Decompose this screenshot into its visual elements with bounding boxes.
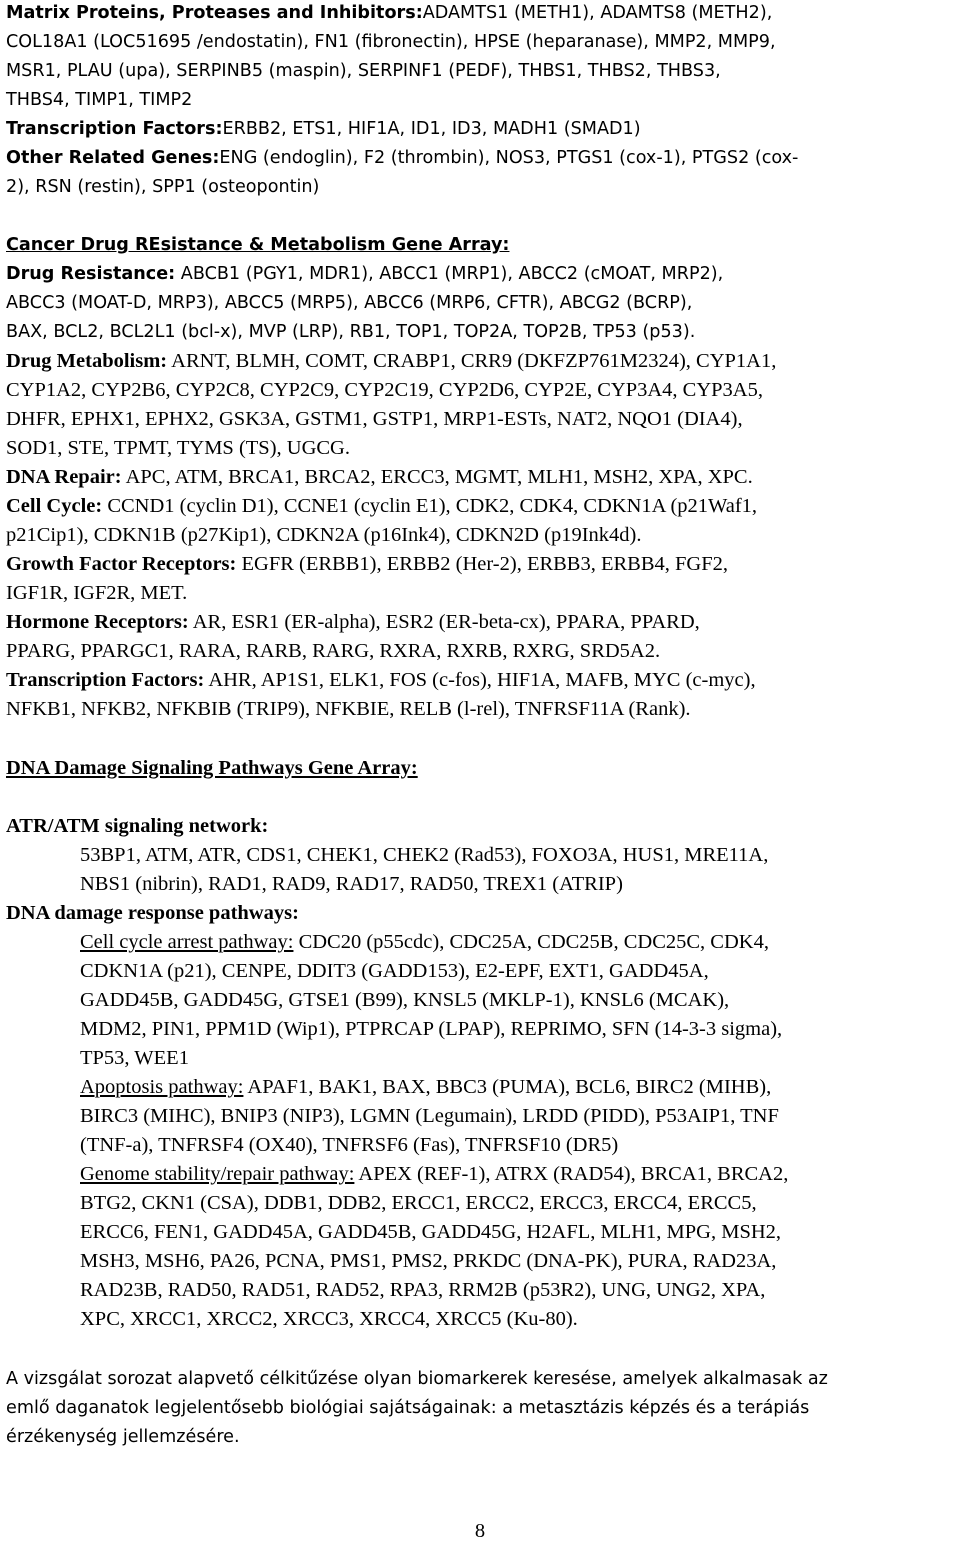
matrix-line: MSR1, PLAU (upa), SERPINB5 (maspin), SERPINF1 (PEDF), THBS1, THBS2, THBS3,: [6, 61, 721, 81]
drug-metabolism-line: [6, 350, 776, 372]
drug-metabolism-text: ARNT, BLMH, COMT, CRABP1, CRR9 (DKFZP761M2324), CYP1A1,: [171, 350, 777, 372]
dna-repair-text: APC, ATM, BRCA1, BRCA2, ERCC3, MGMT, MLH1, MSH2, XPA, XPC.: [125, 466, 753, 488]
other-line: [6, 147, 798, 169]
matrix-line: THBS4, TIMP1, TIMP2: [6, 90, 193, 110]
transcription-factors-line: [6, 669, 756, 691]
drug-resistance-heading: Drug Resistance:: [6, 264, 176, 284]
cell-cycle-arrest-line: CDKN1A (p21), CENPE, DDIT3 (GADD153), E2-EPF, EXT1, GADD45A,: [80, 960, 709, 982]
genome-stability-text: APEX (REF-1), ATRX (RAD54), BRCA1, BRCA2,: [354, 1163, 789, 1185]
dna-repair-heading: DNA Repair:: [6, 466, 122, 488]
other-text: ENG (endoglin), F2 (thrombin), NOS3, PTGS1 (cox-1), PTGS2 (cox-: [219, 148, 799, 168]
cell-cycle-arrest-line: MDM2, PIN1, PPM1D (Wip1), PTPRCAP (LPAP), REPRIMO, SFN (14-3-3 sigma),: [80, 1018, 783, 1040]
cell-cycle-arrest-line: [80, 931, 769, 953]
drug-resistance-line: ABCC3 (MOAT-D, MRP3), ABCC5 (MRP5), ABCC6 (MRP6, CFTR), ABCG2 (BCRP),: [6, 293, 693, 313]
matrix-line: [6, 2, 772, 24]
cell-cycle-line: [6, 495, 757, 517]
genome-stability-label: Genome stability/repair pathway:: [80, 1163, 355, 1185]
genome-stability-line: RAD23B, RAD50, RAD51, RAD52, RPA3, RRM2B (p53R2), UNG, UNG2, XPA,: [80, 1279, 766, 1301]
dna-repair-line: [6, 466, 753, 488]
genome-stability-line: ERCC6, FEN1, GADD45A, GADD45B, GADD45G, H2AFL, MLH1, MPG, MSH2,: [80, 1221, 782, 1243]
apoptosis-line: [80, 1076, 771, 1098]
atr-atm-line: 53BP1, ATM, ATR, CDS1, CHEK1, CHEK2 (Rad53), FOXO3A, HUS1, MRE11A,: [80, 844, 769, 866]
cell-cycle-heading: Cell Cycle:: [6, 495, 103, 517]
drug-resistance-line: BAX, BCL2, BCL2L1 (bcl-x), MVP (LRP), RB1, TOP1, TOP2A, TOP2B, TP53 (p53).: [6, 322, 696, 342]
drug-metabolism-line: DHFR, EPHX1, EPHX2, GSK3A, GSTM1, GSTP1, MRP1-ESTs, NAT2, NQO1 (DIA4),: [6, 408, 743, 430]
drug-resistance-text: ABCB1 (PGY1, MDR1), ABCC1 (MRP1), ABCC2 (cMOAT, MRP2),: [180, 264, 724, 284]
transcription-factors-text: AHR, AP1S1, ELK1, FOS (c-fos), HIF1A, MAFB, MYC (c-myc),: [208, 669, 756, 691]
genome-stability-line: XPC, XRCC1, XRCC2, XRCC3, XRCC4, XRCC5 (Ku-80).: [80, 1308, 578, 1330]
drug-metabolism-heading: Drug Metabolism:: [6, 350, 168, 372]
tf-line: [6, 118, 641, 140]
tf-text: ERBB2, ETS1, HIF1A, ID1, ID3, MADH1 (SMAD1): [222, 119, 641, 139]
growth-factor-heading: Growth Factor Receptors:: [6, 553, 237, 575]
apoptosis-label: Apoptosis pathway:: [80, 1076, 244, 1098]
cell-cycle-arrest-line: TP53, WEE1: [80, 1047, 189, 1069]
hormone-receptors-line: [6, 611, 700, 633]
genome-stability-line: BTG2, CKN1 (CSA), DDB1, DDB2, ERCC1, ERCC2, ERCC3, ERCC4, ERCC5,: [80, 1192, 757, 1214]
summary-line: érzékenység jellemzésére.: [6, 1427, 240, 1447]
dna-damage-array-title: DNA Damage Signaling Pathways Gene Array:: [6, 757, 418, 779]
page-number: 8: [474, 1520, 486, 1542]
transcription-factors-heading: Transcription Factors:: [6, 669, 205, 691]
drug-resistance-line: [6, 263, 723, 285]
genome-stability-line: MSH3, MSH6, PA26, PCNA, PMS1, PMS2, PRKDC (DNA-PK), PURA, RAD23A,: [80, 1250, 777, 1272]
hormone-receptors-text: AR, ESR1 (ER-alpha), ESR2 (ER-beta-cx), PPARA, PPARD,: [192, 611, 700, 633]
summary-line: A vizsgálat sorozat alapvető célkitűzése olyan biomarkerek keresése, amelyek alkalmasak az: [6, 1369, 828, 1389]
cell-cycle-arrest-text: CDC20 (p55cdc), CDC25A, CDC25B, CDC25C, CDK4,: [293, 931, 769, 953]
apoptosis-text: APAF1, BAK1, BAX, BBC3 (PUMA), BCL6, BIRC2 (MIHB),: [243, 1076, 772, 1098]
cell-cycle-text: CCND1 (cyclin D1), CCNE1 (cyclin E1), CDK2, CDK4, CDKN1A (p21Waf1,: [107, 495, 758, 517]
cell-cycle-arrest-line: GADD45B, GADD45G, GTSE1 (B99), KNSL5 (MKLP-1), KNSL6 (MCAK),: [80, 989, 730, 1011]
growth-factor-text: EGFR (ERBB1), ERBB2 (Her-2), ERBB3, ERBB4, FGF2,: [241, 553, 729, 575]
summary-line: emlő daganatok legjelentősebb biológiai sajátságainak: a metasztázis képzés és a terápiás: [6, 1398, 810, 1418]
genome-stability-line: [80, 1163, 788, 1185]
hormone-receptors-line: PPARG, PPARGC1, RARA, RARB, RARG, RXRA, RXRB, RXRG, SRD5A2.: [6, 640, 661, 662]
hormone-receptors-heading: Hormone Receptors:: [6, 611, 189, 633]
tf-heading: Transcription Factors:: [6, 119, 223, 139]
other-heading: Other Related Genes:: [6, 148, 220, 168]
growth-factor-line: [6, 553, 728, 575]
cell-cycle-line: p21Cip1), CDKN1B (p27Kip1), CDKN2A (p16Ink4), CDKN2D (p19Ink4d).: [6, 524, 642, 546]
growth-factor-line: IGF1R, IGF2R, MET.: [6, 582, 188, 604]
atr-atm-heading: ATR/ATM signaling network:: [6, 815, 269, 837]
drug-metabolism-line: CYP1A2, CYP2B6, CYP2C8, CYP2C9, CYP2C19, CYP2D6, CYP2E, CYP3A4, CYP3A5,: [6, 379, 763, 401]
other-line: 2), RSN (restin), SPP1 (osteopontin): [6, 177, 320, 197]
matrix-text: ADAMTS1 (METH1), ADAMTS8 (METH2),: [422, 3, 773, 23]
drug-metabolism-line: SOD1, STE, TPMT, TYMS (TS), UGCG.: [6, 437, 350, 459]
drug-array-title: Cancer Drug REsistance & Metabolism Gene Array:: [6, 235, 510, 255]
apoptosis-line: BIRC3 (MIHC), BNIP3 (NIP3), LGMN (Legumain), LRDD (PIDD), P53AIP1, TNF: [80, 1105, 779, 1127]
matrix-heading: Matrix Proteins, Proteases and Inhibitors:: [6, 3, 423, 23]
dna-damage-response-heading: DNA damage response pathways:: [6, 902, 299, 924]
transcription-factors-line: NFKB1, NFKB2, NFKBIB (TRIP9), NFKBIE, RELB (l-rel), TNFRSF11A (Rank).: [6, 698, 691, 720]
apoptosis-line: (TNF-a), TNFRSF4 (OX40), TNFRSF6 (Fas), TNFRSF10 (DR5): [80, 1134, 619, 1156]
cell-cycle-arrest-label: Cell cycle arrest pathway:: [80, 931, 294, 953]
matrix-line: COL18A1 (LOC51695 /endostatin), FN1 (fibronectin), HPSE (heparanase), MMP2, MMP9,: [6, 32, 776, 52]
atr-atm-line: NBS1 (nibrin), RAD1, RAD9, RAD17, RAD50, TREX1 (ATRIP): [80, 873, 623, 895]
